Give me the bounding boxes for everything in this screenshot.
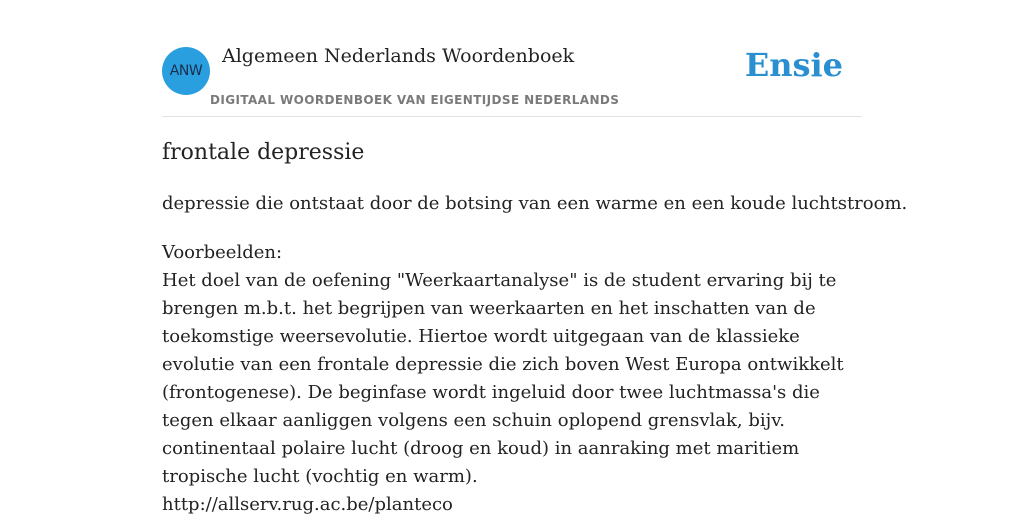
example-text: Het doel van de oefening "Weerkaartanalyse" is de student ervaring bij te brengen m.b.t. het begrijpen van weerkaarten en het inschatten van de toekomstige weersevolutie. Hiertoe wordt uitgegaan van de klassieke evolutie van een frontale depressie die zich boven West Europa ontwikkelt (frontogenese). De beginfase wordt ingeluid door twee luchtmassa's die tegen elkaar aanliggen volgens een schuin oplopend grensvlak, bijv. continentaal polaire lucht (droog en koud) in aanraking met maritiem tropische lucht (vochtig en warm). bbox=[162, 270, 844, 487]
page bbox=[162, 0, 908, 515]
site-subtitle: DIGITAAL WOORDENBOEK VAN EIGENTIJDSE NEDERLANDS bbox=[210, 93, 620, 107]
examples-section bbox=[162, 239, 862, 519]
site-header bbox=[162, 0, 862, 117]
entry-definition: depressie die ontstaat door de botsing van een warme en een koude luchtstroom. bbox=[162, 193, 908, 214]
entry-title: frontale depressie bbox=[162, 140, 365, 165]
ensie-brand-logo[interactable]: Ensie bbox=[744, 46, 843, 84]
example-source-link[interactable]: http://allserv.rug.ac.be/planteco bbox=[162, 494, 453, 515]
examples-label: Voorbeelden: bbox=[162, 242, 283, 263]
anw-logo[interactable]: ANW bbox=[162, 47, 210, 95]
site-title[interactable]: Algemeen Nederlands Woordenboek bbox=[222, 45, 575, 67]
